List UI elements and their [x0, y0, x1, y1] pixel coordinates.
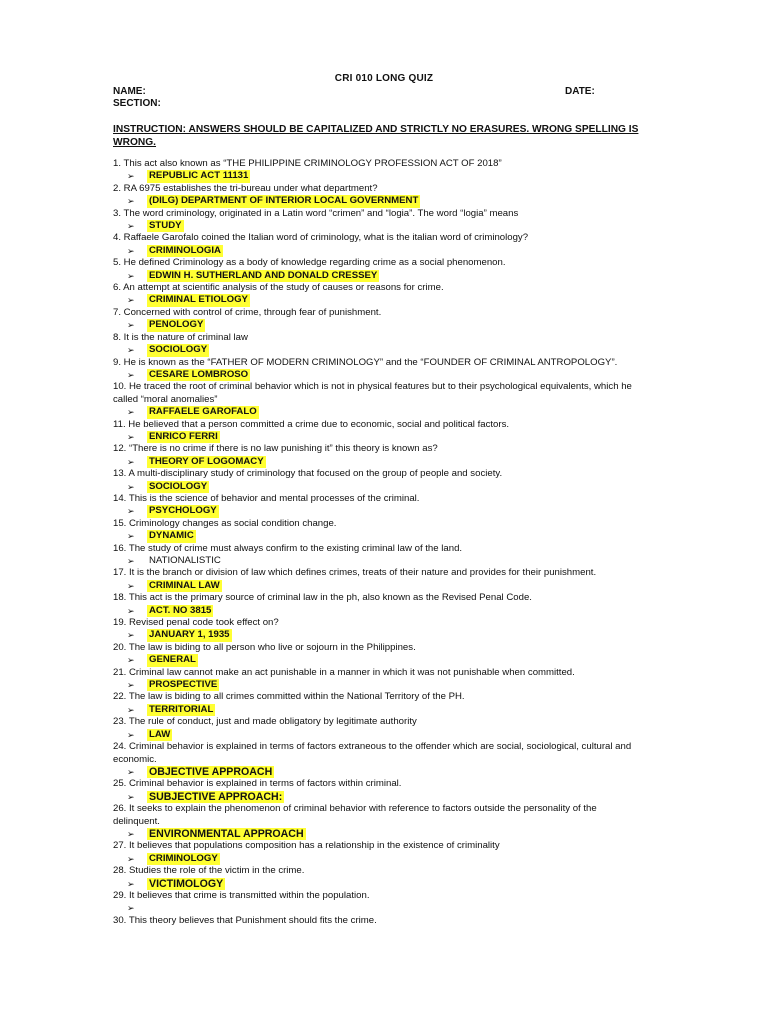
answer-row — [113, 505, 643, 517]
question-text: 26. It seeks to explain the phenomenon of criminal behavior with reference to factors outside the personality of the delinquent. — [113, 803, 597, 827]
arrow-bullet-icon: ➢ — [127, 171, 135, 182]
answer-row — [113, 431, 643, 443]
answer-text: (DILG) DEPARTMENT OF INTERIOR LOCAL GOVERNMENT — [149, 195, 419, 207]
answer-row — [113, 629, 643, 641]
question-list — [113, 158, 643, 927]
question-text: 10. He traced the root of criminal behavior which is not in physical features but to their psychological equivalents, which he called “moral anomalies” — [113, 381, 632, 405]
question-text: 4. Raffaele Garofalo coined the Italian word of criminology, what is the italian word of criminology? — [113, 232, 529, 244]
arrow-bullet-icon: ➢ — [127, 407, 135, 418]
answer-text: NATIONALISTIC — [149, 555, 221, 566]
arrow-bullet-icon: ➢ — [127, 791, 135, 802]
question-text: 25. Criminal behavior is explained in terms of factors within criminal. — [113, 778, 402, 790]
arrow-bullet-icon: ➢ — [127, 196, 135, 207]
arrow-bullet-icon: ➢ — [127, 456, 135, 467]
arrow-bullet-icon: ➢ — [127, 431, 135, 442]
answer-row — [113, 791, 643, 803]
answer-text: GENERAL — [149, 654, 196, 666]
answer-row — [113, 319, 643, 331]
arrow-bullet-icon: ➢ — [127, 729, 135, 740]
question-text: 16. The study of crime must always confirm to the existing criminal law of the land. — [113, 542, 463, 554]
arrow-bullet-icon: ➢ — [127, 506, 135, 517]
page-title: CRI 010 LONG QUIZ — [334, 73, 434, 84]
answer-text: ENRICO FERRI — [149, 430, 218, 442]
question-text: 30. This theory believes that Punishment should fits the crime. — [113, 914, 377, 926]
arrow-bullet-icon: ➢ — [127, 481, 135, 492]
arrow-bullet-icon: ➢ — [127, 531, 135, 542]
answer-row — [113, 294, 643, 306]
answer-row — [113, 220, 643, 232]
answer-row — [113, 729, 643, 741]
answer-text: ENVIRONMENTAL APPROACH — [149, 827, 304, 840]
question-text: 22. The law is biding to all crimes committed within the National Territory of the PH. — [113, 691, 465, 703]
answer-text: CRIMINAL ETIOLOGY — [149, 294, 248, 306]
answer-text: VICTIMOLOGY — [149, 877, 224, 890]
answer-text: PSYCHOLOGY — [149, 505, 217, 517]
answer-text: TERRITORIAL — [149, 703, 214, 715]
date-label: DATE: — [565, 86, 595, 97]
question-text: 1. This act also known as “THE PHILIPPINE CRIMINOLOGY PROFESSION ACT OF 2018” — [113, 158, 502, 169]
answer-text: SOCIOLOGY — [149, 344, 208, 356]
question-text: 2. RA 6975 establishes the tri-bureau under what department? — [113, 182, 378, 194]
question-text: 28. Studies the role of the victim in the crime. — [113, 865, 305, 877]
arrow-bullet-icon: ➢ — [127, 630, 135, 641]
answer-row — [113, 344, 643, 356]
question-text: 29. It believes that crime is transmitted within the population. — [113, 889, 370, 901]
answer-text: STUDY — [149, 220, 182, 232]
arrow-bullet-icon: ➢ — [127, 345, 135, 356]
answer-row — [113, 878, 643, 890]
answer-row — [113, 902, 643, 914]
arrow-bullet-icon: ➢ — [127, 580, 135, 591]
question-text: 3. The word criminology, originated in a Latin word “crimen” and “logia”. The word “logia” means — [113, 207, 519, 219]
question-text: 12. “There is no crime if there is no law punishing it” this theory is known as? — [113, 443, 438, 455]
question-text: 9. He is known as the “FATHER OF MODERN CRIMINOLOGY” and the “FOUNDER OF CRIMINAL ANTROPOLOGY”. — [113, 356, 618, 368]
arrow-bullet-icon: ➢ — [127, 221, 135, 232]
answer-text: OBJECTIVE APPROACH — [149, 765, 273, 778]
answer-row — [113, 481, 643, 493]
arrow-bullet-icon: ➢ — [127, 878, 135, 889]
answer-row — [113, 406, 643, 418]
arrow-bullet-icon: ➢ — [127, 605, 135, 616]
answer-row — [113, 679, 643, 691]
answer-text: JANUARY 1, 1935 — [149, 629, 230, 641]
answer-text: EDWIN H. SUTHERLAND AND DONALD CRESSEY — [149, 269, 378, 281]
answer-text: PENOLOGY — [149, 319, 204, 331]
question-text: 24. Criminal behavior is explained in terms of factors extraneous to the offender which are social, sociological, cultural and economic. — [113, 741, 632, 765]
answer-row — [113, 555, 643, 567]
section-label: SECTION: — [113, 98, 161, 109]
question-text: 18. This act is the primary source of criminal law in the ph, also known as the Revised Penal Code. — [113, 592, 532, 604]
question-text: 11. He believed that a person committed a crime due to economic, social and political factors. — [113, 418, 510, 430]
answer-row — [113, 245, 643, 257]
answer-row — [113, 270, 643, 282]
answer-text: CRIMINOLOGY — [149, 852, 218, 864]
answer-text: CESARE LOMBROSO — [149, 368, 249, 380]
answer-row — [113, 456, 643, 468]
question-text: 6. An attempt at scientific analysis of the study of causes or reasons for crime. — [113, 282, 444, 294]
answer-row — [113, 605, 643, 617]
answer-text: RAFFAELE GAROFALO — [149, 406, 257, 418]
answer-row — [113, 828, 643, 840]
answer-row — [113, 530, 643, 542]
question-text: 21. Criminal law cannot make an act punishable in a manner in which it was not punishable when committed. — [113, 666, 575, 678]
answer-row — [113, 704, 643, 716]
question-text: 7. Concerned with control of crime, through fear of punishment. — [113, 306, 382, 318]
arrow-bullet-icon: ➢ — [127, 369, 135, 380]
arrow-bullet-icon: ➢ — [127, 270, 135, 281]
answer-text: SUBJECTIVE APPROACH: — [149, 790, 283, 803]
answer-row — [113, 766, 643, 778]
arrow-bullet-icon: ➢ — [127, 853, 135, 864]
arrow-bullet-icon: ➢ — [127, 828, 135, 839]
arrow-bullet-icon: ➢ — [127, 556, 135, 566]
arrow-bullet-icon: ➢ — [127, 295, 135, 306]
question-text: 13. A multi-disciplinary study of criminology that focused on the group of people and society. — [113, 468, 503, 480]
answer-text: ACT. NO 3815 — [149, 604, 212, 616]
name-label: NAME: — [113, 86, 146, 97]
answer-text: DYNAMIC — [149, 530, 194, 542]
arrow-bullet-icon: ➢ — [127, 655, 135, 666]
arrow-bullet-icon: ➢ — [127, 320, 135, 331]
question-text: 8. It is the nature of criminal law — [113, 331, 248, 343]
answer-text: SOCIOLOGY — [149, 480, 208, 492]
answer-text: LAW — [149, 728, 171, 740]
question-text: 20. The law is biding to all person who live or sojourn in the Philippines. — [113, 641, 416, 653]
answer-text: CRIMINAL LAW — [149, 579, 220, 591]
question-text: 27. It believes that populations composition has a relationship in the existence of criminality — [113, 840, 500, 852]
question-text: 17. It is the branch or division of law which defines crimes, treats of their nature and provides for their punishment. — [113, 567, 597, 579]
arrow-bullet-icon: ➢ — [127, 903, 135, 914]
arrow-bullet-icon: ➢ — [127, 766, 135, 777]
answer-row — [113, 369, 643, 381]
answer-row — [113, 853, 643, 865]
arrow-bullet-icon: ➢ — [127, 704, 135, 715]
answer-row — [113, 170, 643, 182]
answer-text: REPUBLIC ACT 11131 — [149, 170, 249, 182]
answer-row — [113, 580, 643, 592]
arrow-bullet-icon: ➢ — [127, 245, 135, 256]
instruction-text: INSTRUCTION: ANSWERS SHOULD BE CAPITALIZED AND STRICTLY NO ERASURES. WRONG SPELLING IS WRONG. — [113, 124, 639, 148]
answer-text: PROSPECTIVE — [149, 679, 218, 691]
question-text: 15. Criminology changes as social condition change. — [113, 517, 337, 529]
question-text: 23. The rule of conduct, just and made obligatory by legitimate authority — [113, 716, 417, 728]
answer-row — [113, 654, 643, 666]
question-text: 19. Revised penal code took effect on? — [113, 617, 279, 629]
answer-text: THEORY OF LOGOMACY — [149, 455, 264, 467]
answer-row — [113, 195, 643, 207]
question-text: 14. This is the science of behavior and mental processes of the criminal. — [113, 492, 420, 504]
arrow-bullet-icon: ➢ — [127, 680, 135, 691]
answer-text: CRIMINOLOGIA — [149, 244, 221, 256]
question-text: 5. He defined Criminology as a body of knowledge regarding crime as a social phenomenon. — [113, 257, 506, 269]
